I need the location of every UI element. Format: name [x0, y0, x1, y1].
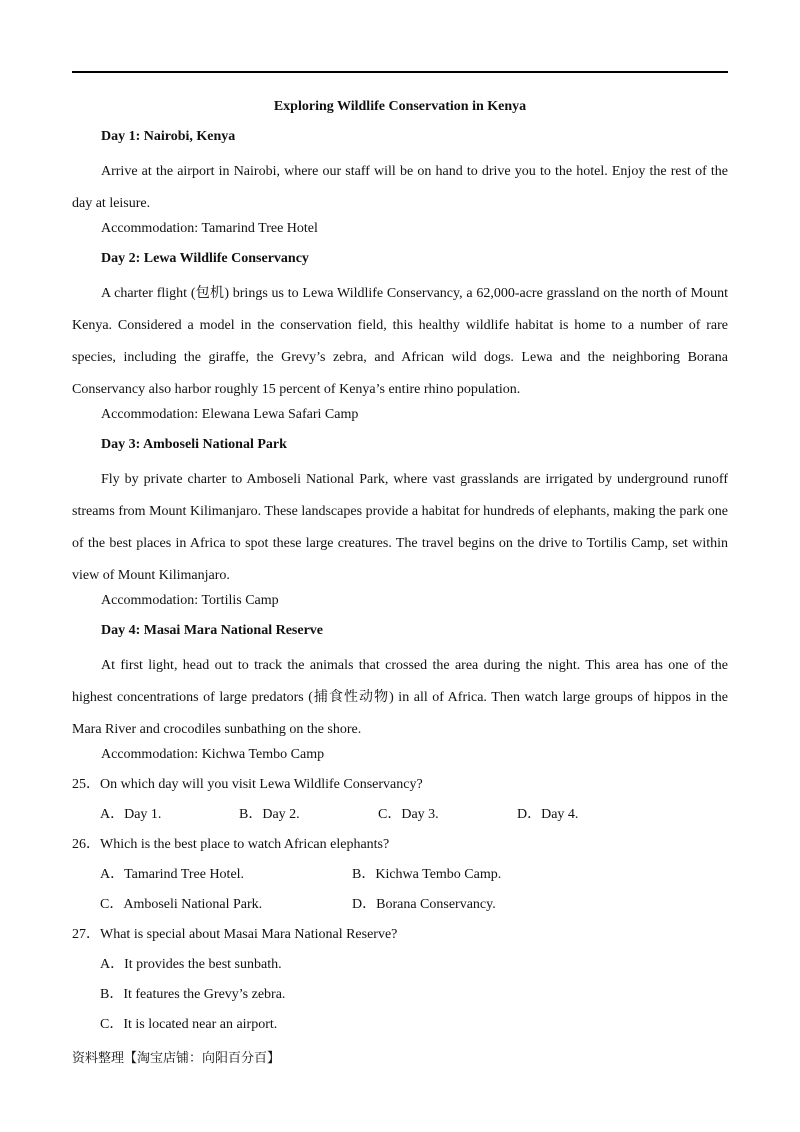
day-2-text: A charter flight (包机) brings us to Lewa Wildlife Conservancy, a 62,000-acre grassland on the north of Mount Kenya. Considered a model in the conservation field, this healthy wildlife habitat is home to a number of rare species, including the giraffe, the Grevy’s zebra, and African wild dogs. Lewa and the neighboring Borana Conservancy also harbor roughly 15 percent of Kenya’s entire rhino population. — [72, 286, 728, 397]
question-27-stem: 27．What is special about Masai Mara National Reserve? — [72, 927, 398, 942]
day-4-text: At first light, head out to track the animals that crossed the area during the night. This area has one of the highest concentrations of large predators (捕食性动物) in all of Africa. Then watch large groups of hippos in the Mara River and crocodiles sunbathing on the shore. — [72, 658, 728, 737]
question-25-options — [100, 804, 728, 826]
day-1-text: Arrive at the airport in Nairobi, where our staff will be on hand to drive you to the hotel. Enjoy the rest of the day at leisure. — [72, 164, 728, 211]
option-a[interactable]: A．Tamarind Tree Hotel. — [100, 867, 245, 882]
day-2-accommodation: Accommodation: Elewana Lewa Safari Camp — [101, 407, 359, 422]
day-1-accommodation: Accommodation: Tamarind Tree Hotel — [101, 221, 318, 236]
document-body — [72, 96, 728, 1044]
question-26-options-row-1 — [100, 864, 728, 886]
option-a[interactable]: A．Day 1. — [100, 807, 162, 822]
day-4-accommodation: Accommodation: Kichwa Tembo Camp — [101, 747, 325, 762]
option-b[interactable]: B．Kichwa Tembo Camp. — [352, 867, 502, 882]
question-25-stem: 25．On which day will you visit Lewa Wildlife Conservancy? — [72, 777, 423, 792]
option-d[interactable]: D．Day 4. — [517, 807, 579, 822]
question-26-stem: 26．Which is the best place to watch African elephants? — [72, 837, 390, 852]
day-3-text: Fly by private charter to Amboseli National Park, where vast grasslands are irrigated by underground runoff streams from Mount Kilimanjaro. These landscapes provide a habitat for hundreds of elephants, making the park one of the best places in Africa to spot these large creatures. The travel begins on the drive to Tortilis Camp, set within view of Mount Kilimanjaro. — [72, 472, 728, 583]
question-26-options-row-2 — [100, 894, 728, 916]
option-c[interactable]: C．Day 3. — [378, 807, 439, 822]
option-c[interactable]: C．It is located near an airport. — [100, 1017, 278, 1032]
passage-title: Exploring Wildlife Conservation in Kenya — [273, 99, 527, 114]
header-rule — [72, 71, 728, 73]
day-3-heading: Day 3: Amboseli National Park — [101, 437, 287, 452]
day-2-heading: Day 2: Lewa Wildlife Conservancy — [101, 251, 309, 266]
day-3-accommodation: Accommodation: Tortilis Camp — [101, 593, 279, 608]
option-b[interactable]: B．It features the Grevy’s zebra. — [100, 987, 286, 1002]
option-a[interactable]: A．It provides the best sunbath. — [100, 957, 282, 972]
option-b[interactable]: B．Day 2. — [239, 807, 300, 822]
day-4-heading: Day 4: Masai Mara National Reserve — [101, 623, 324, 638]
option-c[interactable]: C．Amboseli National Park. — [100, 897, 263, 912]
day-1-heading: Day 1: Nairobi, Kenya — [101, 129, 236, 144]
footer-note: 资料整理【淘宝店铺：向阳百分百】 — [72, 1051, 281, 1066]
option-d[interactable]: D．Borana Conservancy. — [352, 897, 496, 912]
